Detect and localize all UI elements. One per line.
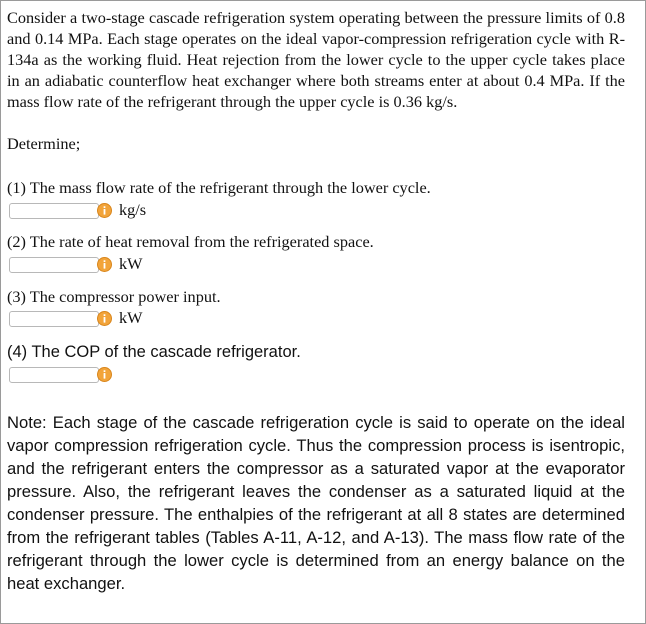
info-icon[interactable] (97, 257, 112, 272)
info-icon[interactable] (97, 311, 112, 326)
question-1-input[interactable] (9, 203, 99, 219)
solution-note: Note: Each stage of the cascade refrigeration cycle is said to operate on the ideal vapor compression refrigeration cycle. Thus the compression process is isentropic, and the refrigerant enters the compressor as a saturated vapor at the evaporator pressure. Also, the refrigerant leaves the condenser as a saturated liquid at the condenser pressure. The enthalpies of the refrigerant at all 8 states are determined from the refrigerant tables (Tables A-11, A-12, and A-13). The mass flow rate of the refrigerant through the lower cycle is determined from an energy balance on the heat exchanger. (7, 413, 625, 593)
question-1-label: (1) The mass flow rate of the refrigerant through the lower cycle. (7, 178, 431, 197)
question-3-unit: kW (119, 308, 143, 327)
question-1-unit: kg/s (119, 200, 147, 219)
question-4-input[interactable] (9, 367, 99, 383)
question-4-label: (4) The COP of the cascade refrigerator. (7, 343, 301, 361)
question-2-unit: kW (119, 254, 143, 273)
info-icon[interactable] (97, 203, 112, 218)
problem-statement: Consider a two-stage cascade refrigeration system operating between the pressure limits of 0.8 and 0.14 MPa. Each stage operates on the ideal vapor-compression refrigeration cycle with R-134a as the working fluid. Heat rejection from the lower cycle to the upper cycle takes place in an adiabatic counterflow heat exchanger where both streams enter at about 0.4 MPa. If the mass flow rate of the refrigerant through the upper cycle is 0.36 kg/s. (7, 8, 625, 112)
question-2-input[interactable] (9, 257, 99, 273)
question-2-label: (2) The rate of heat removal from the refrigerated space. (7, 232, 374, 251)
info-icon[interactable] (97, 367, 112, 382)
question-3-label: (3) The compressor power input. (7, 287, 221, 306)
question-3-input[interactable] (9, 311, 99, 327)
determine-heading: Determine; (7, 134, 81, 153)
